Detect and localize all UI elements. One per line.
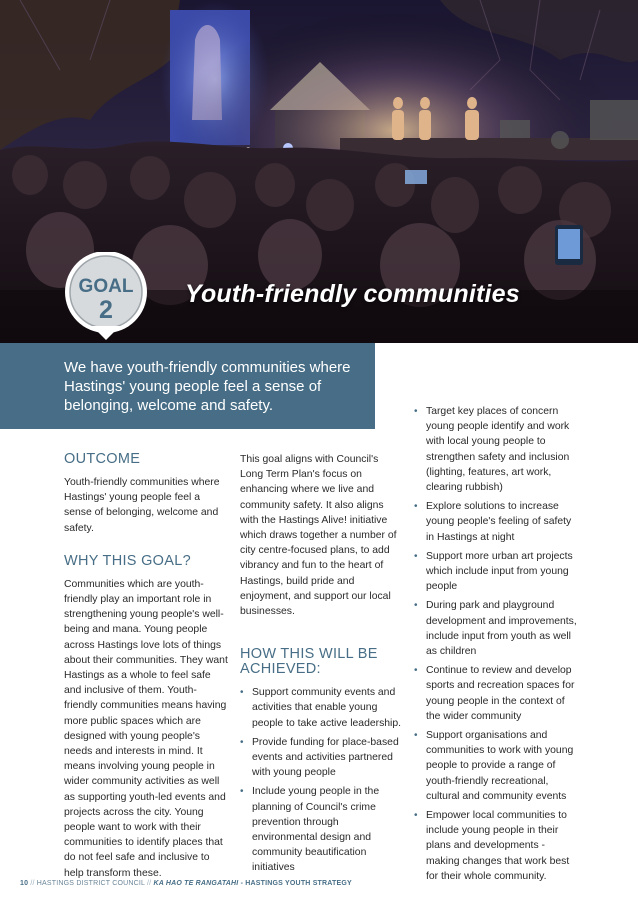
aligns-text: This goal aligns with Council's Long Term Plan's focus on enhancing where we live and community safety. It also aligns with the Hastings Alive! initiative which draws together a number of city centre-focused plans, to add vibrancy and fun to the heart of Hastings, build pride and enjoyment, and support our local businesses. — [240, 454, 397, 618]
page-number: 10 — [20, 880, 29, 887]
footer-strategy-maori: KA HAO TE RANGATAHI — [153, 880, 239, 887]
list-item: • Provide funding for place-based events and activities partnered with young people — [240, 735, 402, 781]
footer-council: HASTINGS DISTRICT COUNCIL — [36, 880, 145, 887]
how-list-col3 — [414, 404, 578, 884]
page-title: Youth-friendly communities — [185, 280, 520, 308]
footer-separator-2: // — [147, 880, 152, 887]
column-right — [414, 404, 578, 888]
list-item: • During park and playground development and improvements, include input from youth as well as children — [414, 598, 578, 659]
footer-separator: // — [30, 880, 35, 887]
outcome-text: Youth-friendly communities where Hastings' young people feel a sense of belonging, welcome and safety. — [64, 477, 220, 534]
why-heading: WHY THIS GOAL? — [64, 552, 191, 569]
list-item: • Target key places of concern young people identify and work with local young people to strengthen safety and inclusion (lighting, features, art work, clearing rubbish) — [414, 404, 578, 495]
list-item: • Explore solutions to increase young people's feeling of safety in Hastings at night — [414, 499, 578, 545]
goal-word: GOAL — [78, 276, 134, 297]
column-left — [64, 452, 230, 881]
intro-text: We have youth-friendly communities where Hastings' young people feel a sense of belonging, welcome and safety. — [64, 359, 351, 414]
goal-badge — [62, 252, 150, 340]
list-item: • Include young people in the planning of Council's crime prevention through environmental design and community beautification initiatives — [240, 784, 402, 875]
list-item: • Empower local communities to include young people in their plans and developments - making changes that work best for their whole community. — [414, 808, 578, 884]
goal-number: 2 — [99, 296, 113, 324]
list-item: • Support more urban art projects which include input from young people — [414, 549, 578, 595]
column-middle — [240, 452, 402, 880]
list-item: • Support organisations and communities to work with young people to provide a range of youth-friendly recreational, cultural and community events — [414, 728, 578, 804]
page-footer — [20, 880, 352, 887]
outcome-heading: OUTCOME — [64, 451, 141, 467]
how-list-col2 — [240, 685, 402, 875]
how-heading: HOW THIS WILL BE ACHIEVED: — [240, 646, 378, 678]
list-item: • Support community events and activities that enable young people to take active leadership. — [240, 685, 402, 731]
list-item: • Continue to review and develop sports and recreation spaces for young people in the context of the wider community — [414, 663, 578, 724]
why-text: Communities which are youth-friendly play an important role in strengthening young people's well-being and mana. Young people across Hastings love lots of things about their communities. They want Hastings as a whole to feel safe and inclusive of them. Youth-friendly communities means having more public spaces which are designed with young people's needs and interests in mind. It means involving young people in wider community activities as well as supporting youth-led events and projects across the city. Young people want to work with their communities to identify places that do not feel safe and inclusive to help transform these. — [64, 578, 228, 879]
footer-strategy: - HASTINGS YOUTH STRATEGY — [238, 880, 352, 887]
